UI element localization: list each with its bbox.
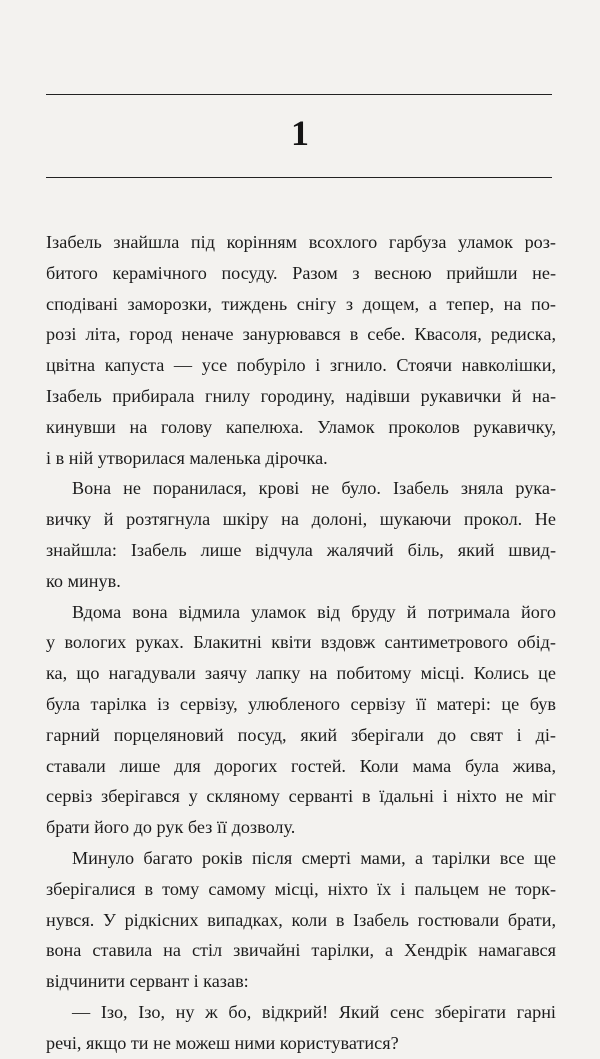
text-line: нувся. У рідкісних випадках, коли в Ізабель гостювали брати, (46, 909, 556, 930)
text-line: брати його до рук без її дозволу. (46, 817, 296, 838)
text-line: розі літа, город неначе занурювався в себе. Квасоля, редиска, (46, 324, 556, 345)
chapter-bottom-rule (46, 177, 552, 178)
text-line: Минуло багато років після смерті мами, а тарілки все ще (72, 847, 556, 868)
paragraph (46, 473, 556, 596)
text-line: сервіз зберігався у скляному серванті в їдальні і ніхто не міг (46, 786, 556, 807)
text-line: і в ній утворилася маленька дірочка. (46, 447, 328, 468)
chapter-top-rule (46, 94, 552, 95)
text-line: зберігалися в тому самому місці, ніхто їх і пальцем не торк- (46, 878, 556, 899)
text-line: Вона не поранилася, крові не було. Ізабель зняла рука- (72, 478, 556, 499)
chapter-number: 1 (291, 113, 309, 153)
text-line: Ізабель прибирала гнилу городину, надівши рукавички й на- (46, 385, 556, 406)
text-line: ко минув. (46, 570, 121, 591)
text-line: ка, що нагадували заячу лапку на побитому місці. Колись це (46, 663, 556, 684)
text-line: вона ставила на стіл звичайні тарілки, а Хендрік намагався (46, 940, 556, 961)
chapter-body-text (46, 227, 556, 1059)
text-line: Ізабель знайшла під корінням всохлого гарбуза уламок роз- (46, 232, 556, 252)
text-line: була тарілка із сервізу, улюбленого сервізу її матері: це був (46, 693, 556, 714)
paragraph (46, 843, 556, 997)
text-line: битого керамічного посуду. Разом з весною прийшли не- (46, 262, 556, 283)
text-line: знайшла: Ізабель лише відчула жалячий біль, який швид- (46, 539, 556, 560)
text-line: цвітна капуста — усе побуріло і згнило. Стоячи навколішки, (46, 355, 556, 376)
text-line: Вдома вона відмила уламок від бруду й потримала його (72, 601, 556, 622)
text-line: вичку й розтягнула шкіру на долоні, шукаючи прокол. Не (46, 509, 556, 530)
text-line: сподівані заморозки, тиждень снігу з дощем, а тепер, на по- (46, 293, 556, 314)
paragraph (46, 597, 556, 843)
paragraph (46, 227, 556, 473)
paragraph (46, 997, 556, 1059)
text-line: кинувши на голову капелюха. Уламок проколов рукавичку, (46, 416, 556, 437)
text-line: у вологих руках. Блакитні квіти вздовж сантиметрового обід- (46, 632, 556, 653)
text-line: ставали лише для дорогих гостей. Коли мама була жива, (46, 755, 556, 776)
text-line: гарний порцеляновий посуд, який зберігали до свят і ді- (46, 724, 556, 745)
text-line: — Ізо, Ізо, ну ж бо, відкрий! Який сенс зберігати гарні (72, 1001, 556, 1022)
text-line: речі, якщо ти не можеш ними користуватися? (46, 1032, 399, 1053)
text-line: відчинити сервант і казав: (46, 971, 249, 992)
